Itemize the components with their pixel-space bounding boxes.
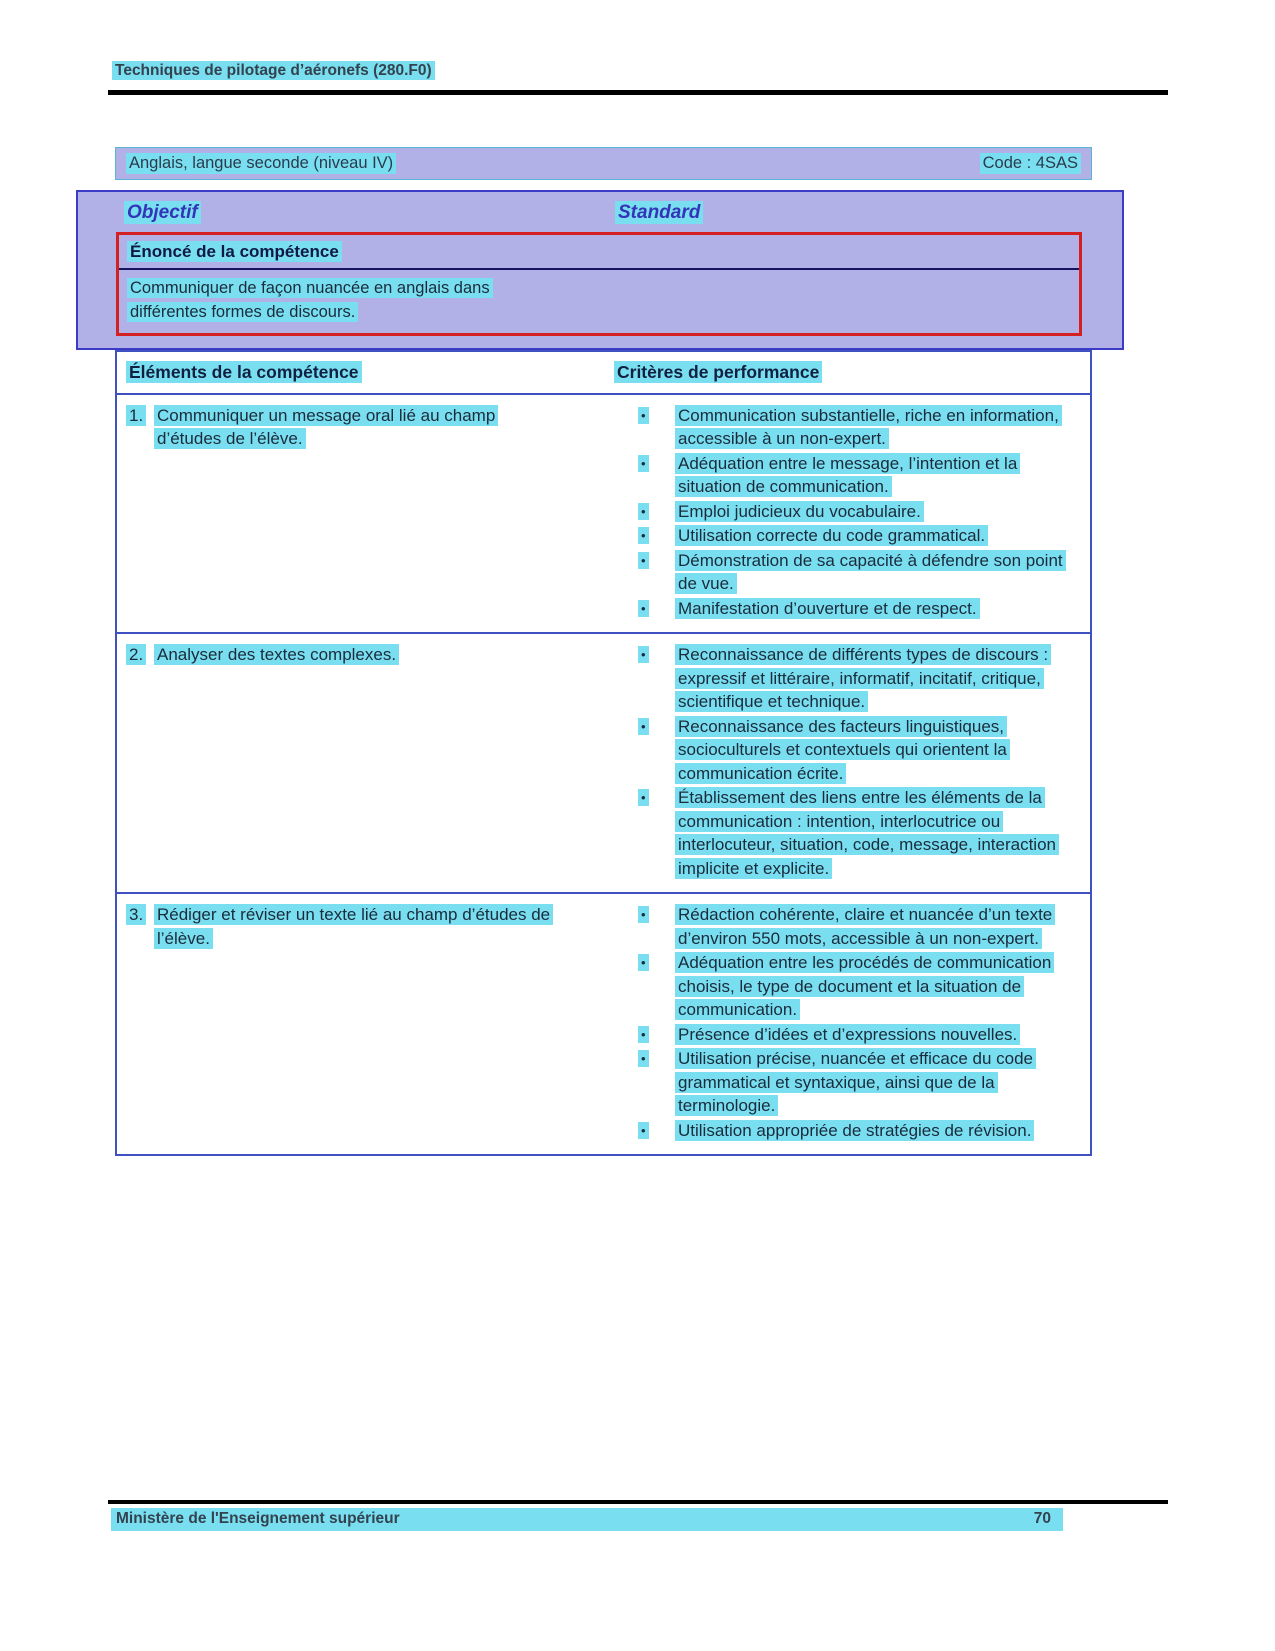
bullet-icon: • (614, 500, 675, 524)
footer-rule (108, 1500, 1168, 1504)
criteria-item (614, 524, 1090, 548)
bullet-icon: • (614, 452, 675, 499)
table-row (117, 634, 1090, 894)
criteria-text: Adéquation entre le message, l’intention et la situation de communication. (675, 452, 1077, 499)
footer-page-number: 70 (1033, 1510, 1051, 1527)
bullet-icon: • (614, 1119, 675, 1143)
element-text: Communiquer un message oral lié au champ d’études de l’élève. (154, 404, 559, 622)
criteria-header: Critères de performance (614, 361, 822, 383)
bullet-icon: • (614, 951, 675, 1022)
footer-bar (111, 1508, 1063, 1531)
competence-table (115, 350, 1092, 1156)
criteria-list (614, 641, 1090, 881)
table-row (117, 894, 1090, 1154)
criteria-text: Utilisation appropriée de stratégies de révision. (675, 1119, 1077, 1143)
element-text: Rédiger et réviser un texte lié au champ d’études de l’élève. (154, 903, 559, 1143)
criteria-text: Emploi judicieux du vocabulaire. (675, 500, 1077, 524)
criteria-item (614, 903, 1090, 950)
criteria-item (614, 1023, 1090, 1047)
bullet-icon: • (614, 786, 675, 880)
element-number: 3. (126, 903, 154, 1143)
bullet-icon: • (614, 549, 675, 596)
bullet-icon: • (614, 903, 675, 950)
criteria-item (614, 500, 1090, 524)
criteria-item (614, 643, 1090, 714)
statement-title-row (119, 235, 1079, 270)
criteria-text: Reconnaissance de différents types de discours : expressif et littéraire, informatif, incitatif, critique, scientifique et technique. (675, 643, 1077, 714)
header-rule (108, 90, 1168, 95)
criteria-item (614, 1119, 1090, 1143)
criteria-text: Communication substantielle, riche en information, accessible à un non-expert. (675, 404, 1077, 451)
standard-heading: Standard (615, 202, 703, 224)
bullet-icon: • (614, 524, 675, 548)
criteria-text: Démonstration de sa capacité à défendre son point de vue. (675, 549, 1077, 596)
criteria-item (614, 597, 1090, 621)
bullet-icon: • (614, 597, 675, 621)
criteria-text: Présence d’idées et d’expressions nouvelles. (675, 1023, 1077, 1047)
objectif-heading: Objectif (124, 202, 201, 224)
element-number: 1. (126, 404, 154, 622)
elements-header-cell (117, 361, 614, 385)
table-header-row (117, 352, 1090, 395)
bullet-icon: • (614, 1023, 675, 1047)
criteria-item (614, 951, 1090, 1022)
criteria-item (614, 549, 1090, 596)
criteria-item (614, 404, 1090, 451)
header-title: Techniques de pilotage d’aéronefs (280.F0) (112, 61, 435, 80)
course-code: Code : 4SAS (980, 153, 1081, 174)
course-title-bar (115, 147, 1092, 180)
criteria-list (614, 901, 1090, 1143)
criteria-item (614, 1047, 1090, 1118)
element-number: 2. (126, 643, 154, 881)
bullet-icon: • (614, 715, 675, 786)
criteria-list (614, 402, 1090, 622)
statement-text: Communiquer de façon nuancée en anglais dans différentes formes de discours. (127, 278, 493, 322)
element-text: Analyser des textes complexes. (154, 643, 559, 881)
criteria-text: Utilisation précise, nuancée et efficace du code grammatical et syntaxique, ainsi que de la terminologie. (675, 1047, 1077, 1118)
criteria-text: Utilisation correcte du code grammatical. (675, 524, 1077, 548)
criteria-text: Reconnaissance des facteurs linguistiques, socioculturels et contextuels qui orientent la communication écrite. (675, 715, 1077, 786)
element-cell (117, 901, 614, 1143)
objective-standard-panel (76, 190, 1124, 350)
criteria-text: Rédaction cohérente, claire et nuancée d’un texte d’environ 550 mots, accessible à un non-expert. (675, 903, 1077, 950)
criteria-item (614, 715, 1090, 786)
document-header (112, 62, 435, 80)
course-title: Anglais, langue seconde (niveau IV) (126, 153, 396, 174)
criteria-item (614, 452, 1090, 499)
element-cell (117, 641, 614, 881)
criteria-text: Manifestation d’ouverture et de respect. (675, 597, 1077, 621)
criteria-text: Adéquation entre les procédés de communication choisis, le type de document et la situation de communication. (675, 951, 1077, 1022)
bullet-icon: • (614, 404, 675, 451)
competence-statement-box (116, 232, 1082, 336)
footer-ministry: Ministère de l'Enseignement supérieur (116, 1510, 400, 1527)
table-row (117, 395, 1090, 635)
element-cell (117, 402, 614, 622)
bullet-icon: • (614, 1047, 675, 1118)
criteria-header-cell (614, 361, 1090, 385)
criteria-item (614, 786, 1090, 880)
statement-title: Énoncé de la compétence (127, 241, 342, 262)
statement-body (119, 270, 565, 333)
criteria-text: Établissement des liens entre les éléments de la communication : intention, interlocutrice ou interlocuteur, situation, code, message, interaction implicite et explicite. (675, 786, 1077, 880)
bullet-icon: • (614, 643, 675, 714)
elements-header: Éléments de la compétence (126, 361, 362, 383)
